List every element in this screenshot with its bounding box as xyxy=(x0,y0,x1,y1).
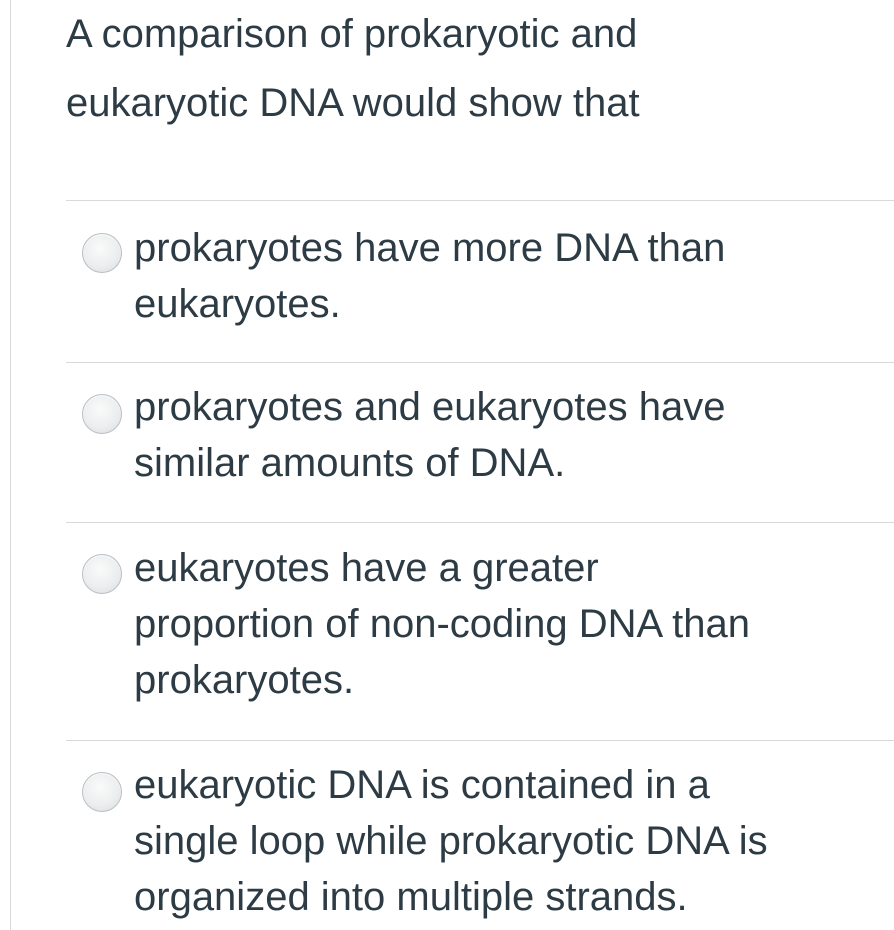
answer-line: proportion of non-coding DNA than xyxy=(134,602,750,646)
answer-line: prokaryotes and eukaryotes have xyxy=(134,385,726,429)
answer-line: eukaryotes. xyxy=(134,282,341,326)
answer-line: eukaryotic DNA is contained in a xyxy=(134,763,710,807)
answer-option-2[interactable] xyxy=(66,362,894,522)
answer-line: prokaryotes have more DNA than xyxy=(134,226,726,270)
answer-label[interactable] xyxy=(134,379,884,491)
radio-button-icon[interactable] xyxy=(82,394,122,434)
answer-option-4[interactable] xyxy=(66,740,894,930)
answer-option-1[interactable] xyxy=(66,200,894,362)
answer-label[interactable] xyxy=(134,220,884,332)
answer-label[interactable] xyxy=(134,757,884,925)
answer-list xyxy=(66,200,894,930)
radio-button-icon[interactable] xyxy=(82,233,122,273)
answer-line: organized into multiple strands. xyxy=(134,875,688,919)
answer-option-3[interactable] xyxy=(66,522,894,740)
question-text xyxy=(66,0,866,138)
radio-button-icon[interactable] xyxy=(82,772,122,812)
answer-line: similar amounts of DNA. xyxy=(134,441,566,485)
answer-line: prokaryotes. xyxy=(134,658,355,702)
answer-label[interactable] xyxy=(134,540,884,708)
answer-line: single loop while prokaryotic DNA is xyxy=(134,819,768,863)
answer-line: eukaryotes have a greater xyxy=(134,546,599,590)
question-line: A comparison of prokaryotic and xyxy=(66,12,638,56)
question-line: eukaryotic DNA would show that xyxy=(66,81,640,125)
left-frame-border xyxy=(10,0,11,930)
radio-button-icon[interactable] xyxy=(82,554,122,594)
